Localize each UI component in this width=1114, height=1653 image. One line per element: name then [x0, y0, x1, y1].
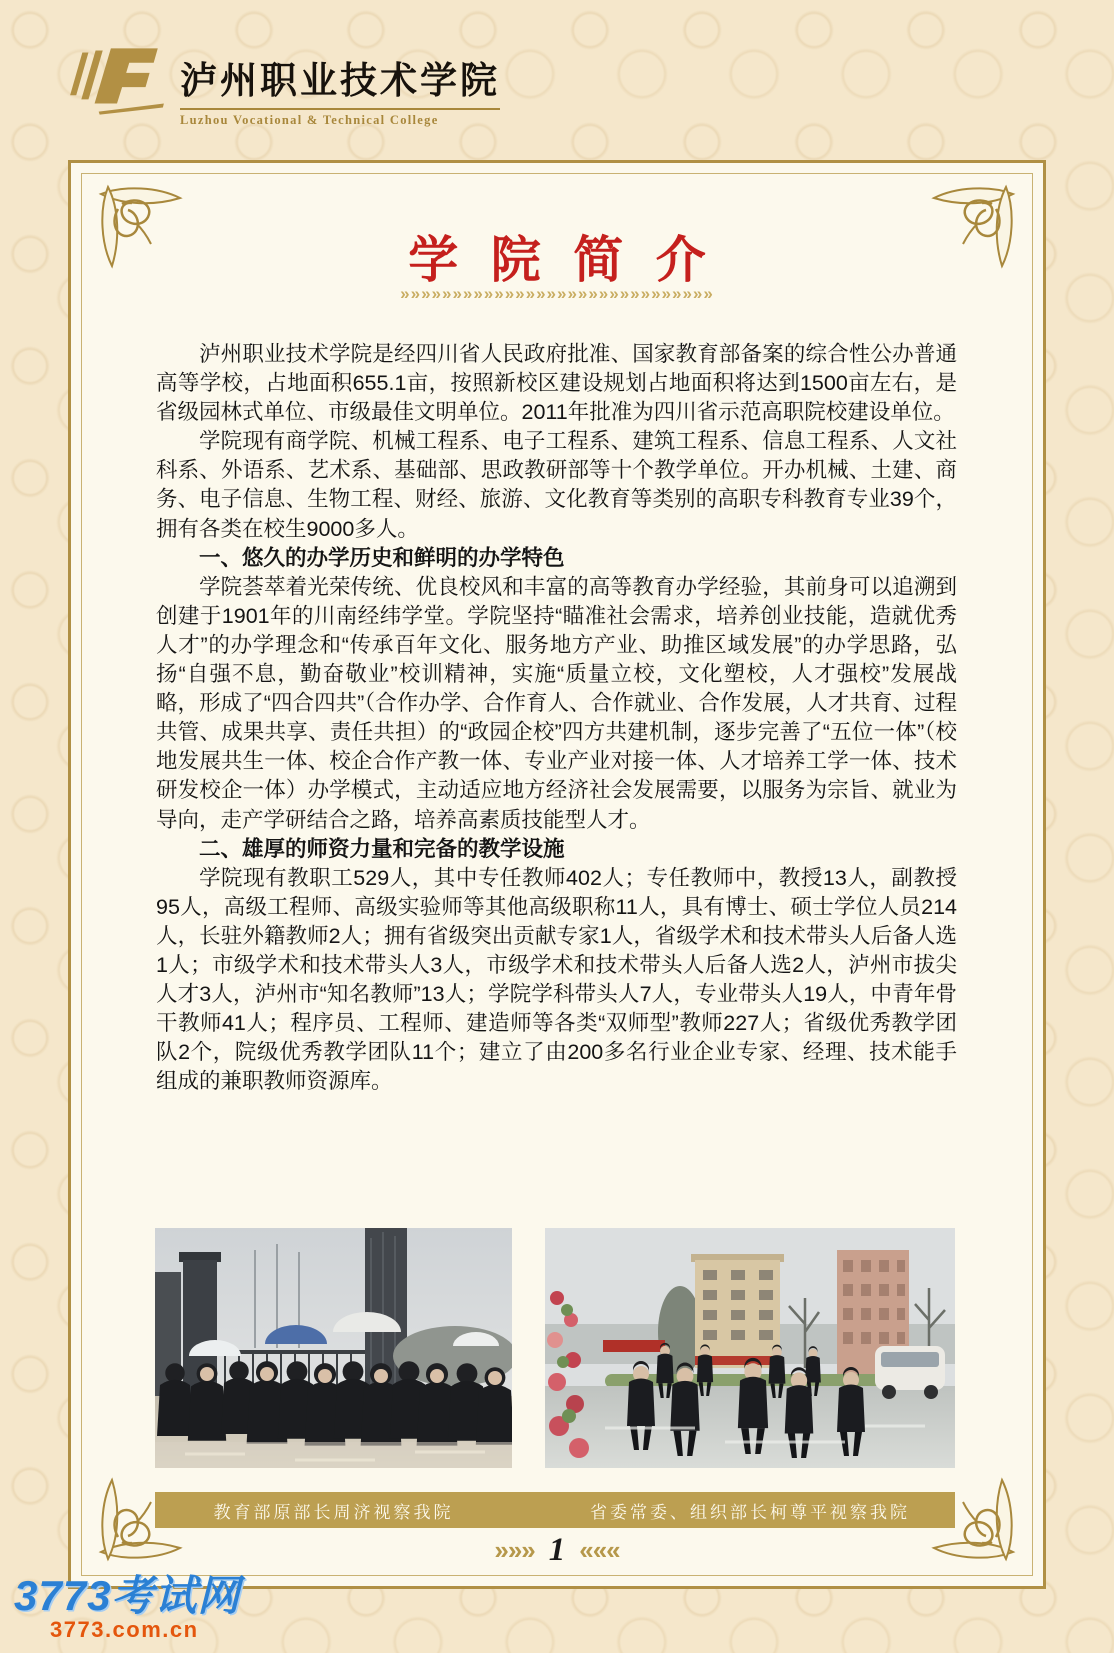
- site-watermark: [14, 1574, 240, 1641]
- paragraph-intro: 泸州职业技术学院是经四川省人民政府批准、国家教育部备案的综合性公办普通高等学校，占地面积655.1亩，按照新校区建设规划占地面积将达到1500亩左右，是省级园林式单位、市级最佳文明单位。2011年批准为四川省示范高职院校建设单位。: [156, 342, 957, 425]
- section-heading-faculty: 二、雄厚的师资力量和完备的教学设施: [199, 836, 565, 861]
- logo-gold-rule: [180, 108, 500, 110]
- chevrons-left-icon: «««: [579, 1535, 620, 1565]
- right-photo-caption: 省委常委、组织部长柯尊平视察我院: [590, 1502, 910, 1522]
- paragraph-departments: 学院现有商学院、机械工程系、电子工程系、建筑工程系、信息工程系、人文社科系、外语系、艺术系、基础部、思政教研部等十个教学单位。开办机械、土建、商务、电子信息、生物工程、财经、旅游、文化教育等类别的高职专科教育专业39个，拥有各类在校生9000多人。: [156, 429, 957, 541]
- college-logo: [64, 42, 500, 128]
- college-name-en: Luzhou Vocational & Technical College: [180, 113, 439, 127]
- college-logo-mark-icon: [64, 42, 170, 116]
- article-body: [156, 340, 957, 1096]
- section-heading-history: 一、悠久的办学历史和鲜明的办学特色: [199, 545, 565, 570]
- paragraph-history: 学院荟萃着光荣传统、优良校风和丰富的高等教育办学经验，其前身可以追溯到创建于1901年的川南经纬学堂。学院坚持“瞄准社会需求，培养创业技能，造就优秀人才”的办学理念和“传承百年文化、服务地方产业、助推区域发展”的办学思路，弘扬“自强不息，勤奋敬业”校训精神，实施“质量立校，文化塑校，人才强校”发展战略，形成了“四合四共”（合作办学、合作育人、合作就业、合作发展，人才共育、过程共管、成果共享、责任共担）的“政园企校”四方共建机制，逐步完善了“五位一体”（校地发展共生一体、校企合作产教一体、专业产业对接一体、人才培养工学一体、技术研发校企一体）办学模式，主动适应地方经济社会发展需要，以服务为宗旨、就业为导向，走产学研结合之路，培养高素质技能型人才。: [156, 574, 957, 832]
- page-title: 学 院 简 介: [408, 232, 716, 288]
- watermark-site-name: 3773考试网: [14, 1572, 241, 1619]
- photo-minister-zhou-ji-visit: [155, 1228, 512, 1468]
- photo-caption-band: [155, 1492, 955, 1528]
- photo-row: [155, 1228, 955, 1468]
- watermark-site-url: 3773.com.cn: [50, 1617, 199, 1643]
- chevron-divider-icon: »»»»»»»»»»»»»»»»»»»»»»»»»»»»»»: [400, 284, 714, 303]
- page-number: 1: [548, 1532, 566, 1568]
- college-logo-text: [180, 42, 500, 128]
- paragraph-faculty: 学院现有教职工529人，其中专任教师402人；专任教师中，教授13人，副教授95人，高级工程师、高级实验师等其他高级职称11人，具有博士、硕士学位人员214人，长驻外籍教师2人；拥有省级突出贡献专家1人，省级学术和技术带头人后备人选1人；市级学术和技术带头人3人，市级学术和技术带头人后备人选2人，泸州市拔尖人才3人，泸州市“知名教师”13人；学院学科带头人7人，专业带头人19人，中青年骨干教师41人；程序员、工程师、建造师等各类“双师型”教师227人；省级优秀教学团队2个，院级优秀教学团队11个；建立了由200多名行业企业专家、经理、技术能手组成的兼职教师资源库。: [156, 865, 957, 1094]
- page-number-row: [0, 1532, 1114, 1569]
- college-name-cn: 泸州职业技术学院: [180, 61, 500, 102]
- left-photo-caption: 教育部原部长周济视察我院: [213, 1502, 454, 1522]
- chevrons-right-icon: »»»: [494, 1535, 535, 1565]
- photo-gap: [512, 1228, 545, 1468]
- photo-ke-zunping-visit: [545, 1228, 955, 1468]
